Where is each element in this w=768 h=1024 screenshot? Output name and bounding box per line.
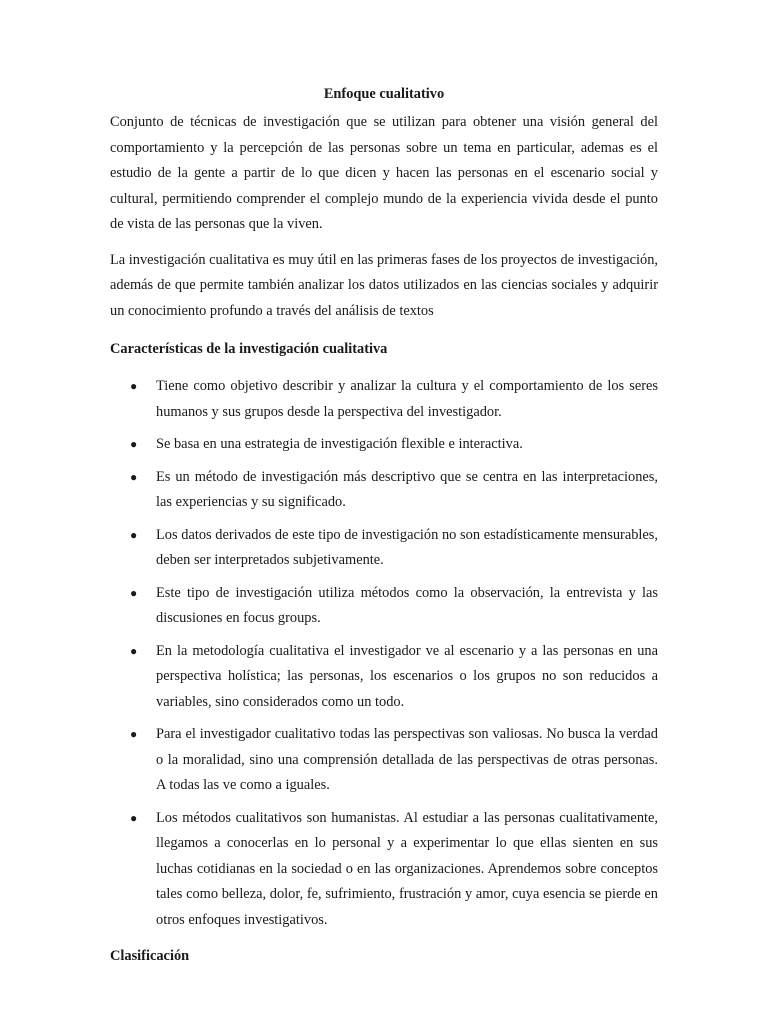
list-item-text: Este tipo de investigación utiliza métodos como la observación, la entrevista y las discusiones en focus groups. [156, 584, 658, 626]
list-item-text: Es un método de investigación más descriptivo que se centra en las interpretaciones, las experiencias y su significado. [156, 468, 658, 510]
intro-paragraph: Conjunto de técnicas de investigación que se utilizan para obtener una visión general del comportamiento y la percepción de las personas sobre un tema en particular, ademas es el estudio de la gente a partir de lo que dicen y hacen las personas en el escenario social y cultural, permitiendo comprender el complejo mundo de la experiencia vivida desde el punto de vista de las personas que la viven. [110, 114, 658, 232]
document-title: Enfoque cualitativo [323, 86, 445, 102]
bullet-icon: ● [130, 585, 138, 600]
list-item-text: Se basa en una estrategia de investigación flexible e interactiva. [156, 436, 523, 452]
list-item [110, 523, 658, 574]
list-item-text: Tiene como objetivo describir y analizar la cultura y el comportamiento de los seres humanos y sus grupos desde la perspectiva del investigador. [156, 378, 658, 420]
list-item [110, 374, 658, 425]
bullet-icon: ● [130, 810, 138, 825]
bullet-icon: ● [130, 469, 138, 484]
list-item [110, 465, 658, 516]
section-heading-clasificacion: Clasificación [110, 948, 190, 964]
list-item-text: En la metodología cualitativa el investigador ve al escenario y a las personas en una perspectiva holística; las personas, los escenarios o los grupos no son reducidos a variables, sino considerados como un todo. [156, 642, 658, 710]
list-item-text: Los métodos cualitativos son humanistas. Al estudiar a las personas cualitativamente, llegamos a conocerlas en lo personal y a experimentar lo que ellas sienten en sus luchas cotidianas en la sociedad o en las organizaciones. Aprendemos sobre conceptos tales como belleza, dolor, fe, sufrimiento, frustración y amor, cuya esencia se pierde en otros enfoques investigativos. [156, 809, 658, 928]
list-item [110, 639, 658, 716]
document-page [110, 82, 658, 981]
usefulness-paragraph: La investigación cualitativa es muy útil en las primeras fases de los proyectos de investigación, además de que permite también analizar los datos utilizados en las ciencias sociales y adquirir un conocimiento profundo a través del análisis de textos [110, 251, 658, 319]
section-heading-caracteristicas: Características de la investigación cualitativa [110, 341, 388, 357]
bullet-icon: ● [130, 379, 138, 393]
bullet-icon: ● [130, 527, 138, 542]
list-item [110, 432, 658, 458]
list-item [110, 806, 658, 934]
characteristics-list [110, 374, 658, 933]
list-item [110, 722, 658, 799]
bullet-icon: ● [130, 643, 138, 658]
bullet-icon: ● [130, 727, 138, 741]
list-item [110, 581, 658, 632]
list-item-text: Los datos derivados de este tipo de investigación no son estadísticamente mensurables, deben ser interpretados subjetivamente. [156, 526, 658, 568]
list-item-text: Para el investigador cualitativo todas las perspectivas son valiosas. No busca la verdad o la moralidad, sino una comprensión detallada de las perspectivas de otras personas. A todas las ve como a iguales. [156, 726, 658, 793]
bullet-icon: ● [130, 437, 138, 451]
